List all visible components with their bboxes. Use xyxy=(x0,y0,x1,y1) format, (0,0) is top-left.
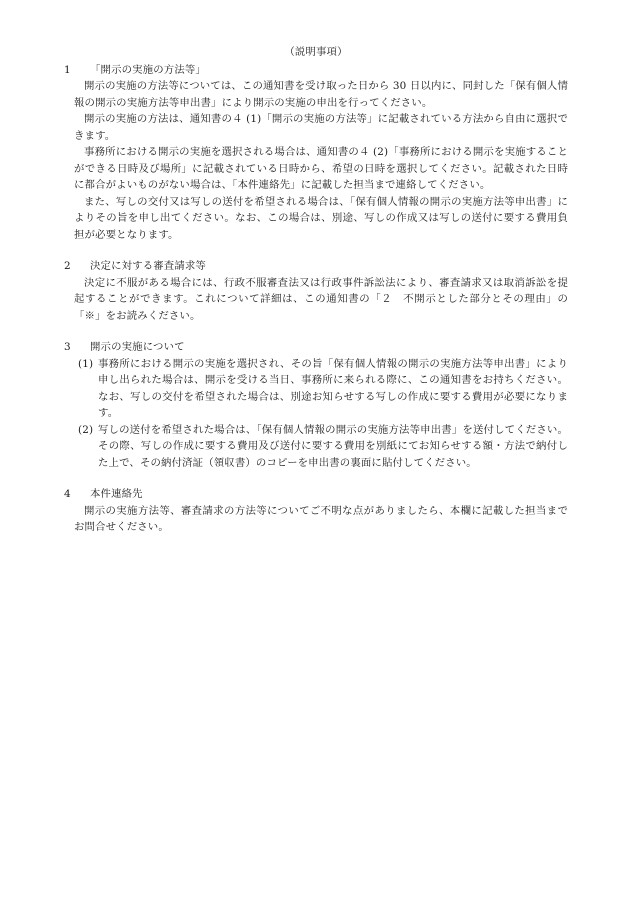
section-heading xyxy=(64,486,568,503)
section-title: 「開示の実施の方法等」 xyxy=(90,63,206,76)
section-4 xyxy=(64,486,568,536)
list-item-number: (1) xyxy=(78,357,94,370)
document-title: （説明事項） xyxy=(284,46,348,58)
section-paragraph: また、写しの交付又は写しの送付を希望される場合は、「保有個人情報の開示の実施方法等申出書」によりその旨を申し出てください。なお、この場合は、別途、写しの作成又は写しの送付に要する費用負担が必要となります。 xyxy=(74,195,568,241)
section-heading xyxy=(64,62,568,79)
numbered-list xyxy=(64,356,568,472)
section-paragraph: 決定に不服がある場合には、行政不服審査法又は行政事件訴訟法により、審査請求又は取消訴訟を提起することができます。これについて詳細は、この通知書の「２ 不開示とした部分とその理由」の「※」をお読みください。 xyxy=(74,276,568,322)
section-heading xyxy=(64,258,568,275)
section-heading xyxy=(64,339,568,356)
section-title: 決定に対する審査請求等 xyxy=(90,260,206,272)
section-number: 1 xyxy=(64,63,71,76)
list-item-text: 写しの送付を希望された場合は、「保有個人情報の開示の実施方法等申出書」を送付してください。その際、写しの作成に要する費用及び送付に要する費用を別紙にてお知らせする額・方法で納付した上で、その納付済証（領収書）のコピーを申出書の裏面に貼付してください。 xyxy=(98,423,568,469)
list-item xyxy=(64,422,568,472)
section-paragraph: 開示の実施方法等、審査請求の方法等についてご不明な点がありましたら、本欄に記載した担当までお問合せください。 xyxy=(74,504,568,533)
section-number: 2 xyxy=(64,260,71,272)
section-paragraph: 開示の実施の方法は、通知書の４ (1)「開示の実施の方法等」に記載されている方法から自由に選択できます。 xyxy=(74,113,568,142)
section-number: 4 xyxy=(64,488,71,500)
section-title: 開示の実施について xyxy=(90,341,185,353)
section-paragraph: 開示の実施の方法等については、この通知書を受け取った日から 30 日以内に、同封した「保有個人情報の開示の実施方法等申出書」により開示の実施の申出を行ってください。 xyxy=(74,80,569,109)
section-title: 本件連絡先 xyxy=(90,488,143,500)
list-item-text: 事務所における開示の実施を選択され、その旨「保有個人情報の開示の実施方法等申出書」により申し出られた場合は、開示を受ける当日、事務所に来られる際に、この通知書をお持ちください。なお、写しの交付を希望された場合は、別途お知らせする写しの作成に要する費用が必要になります。 xyxy=(98,357,568,419)
section-3 xyxy=(64,339,568,471)
section-paragraph: 事務所における開示の実施を選択される場合は、通知書の４ (2)「事務所における開示を実施することができる日時及び場所」に記載されている日時から、希望の日時を選択してください。記載された日時に都合がよいものがない場合は、「本件連絡先」に記載した担当まで連絡してください。 xyxy=(74,146,568,191)
section-1 xyxy=(64,62,568,244)
section-2 xyxy=(64,258,568,324)
list-item xyxy=(64,356,568,422)
list-item-number: (2) xyxy=(78,423,94,436)
section-number: 3 xyxy=(64,341,71,353)
